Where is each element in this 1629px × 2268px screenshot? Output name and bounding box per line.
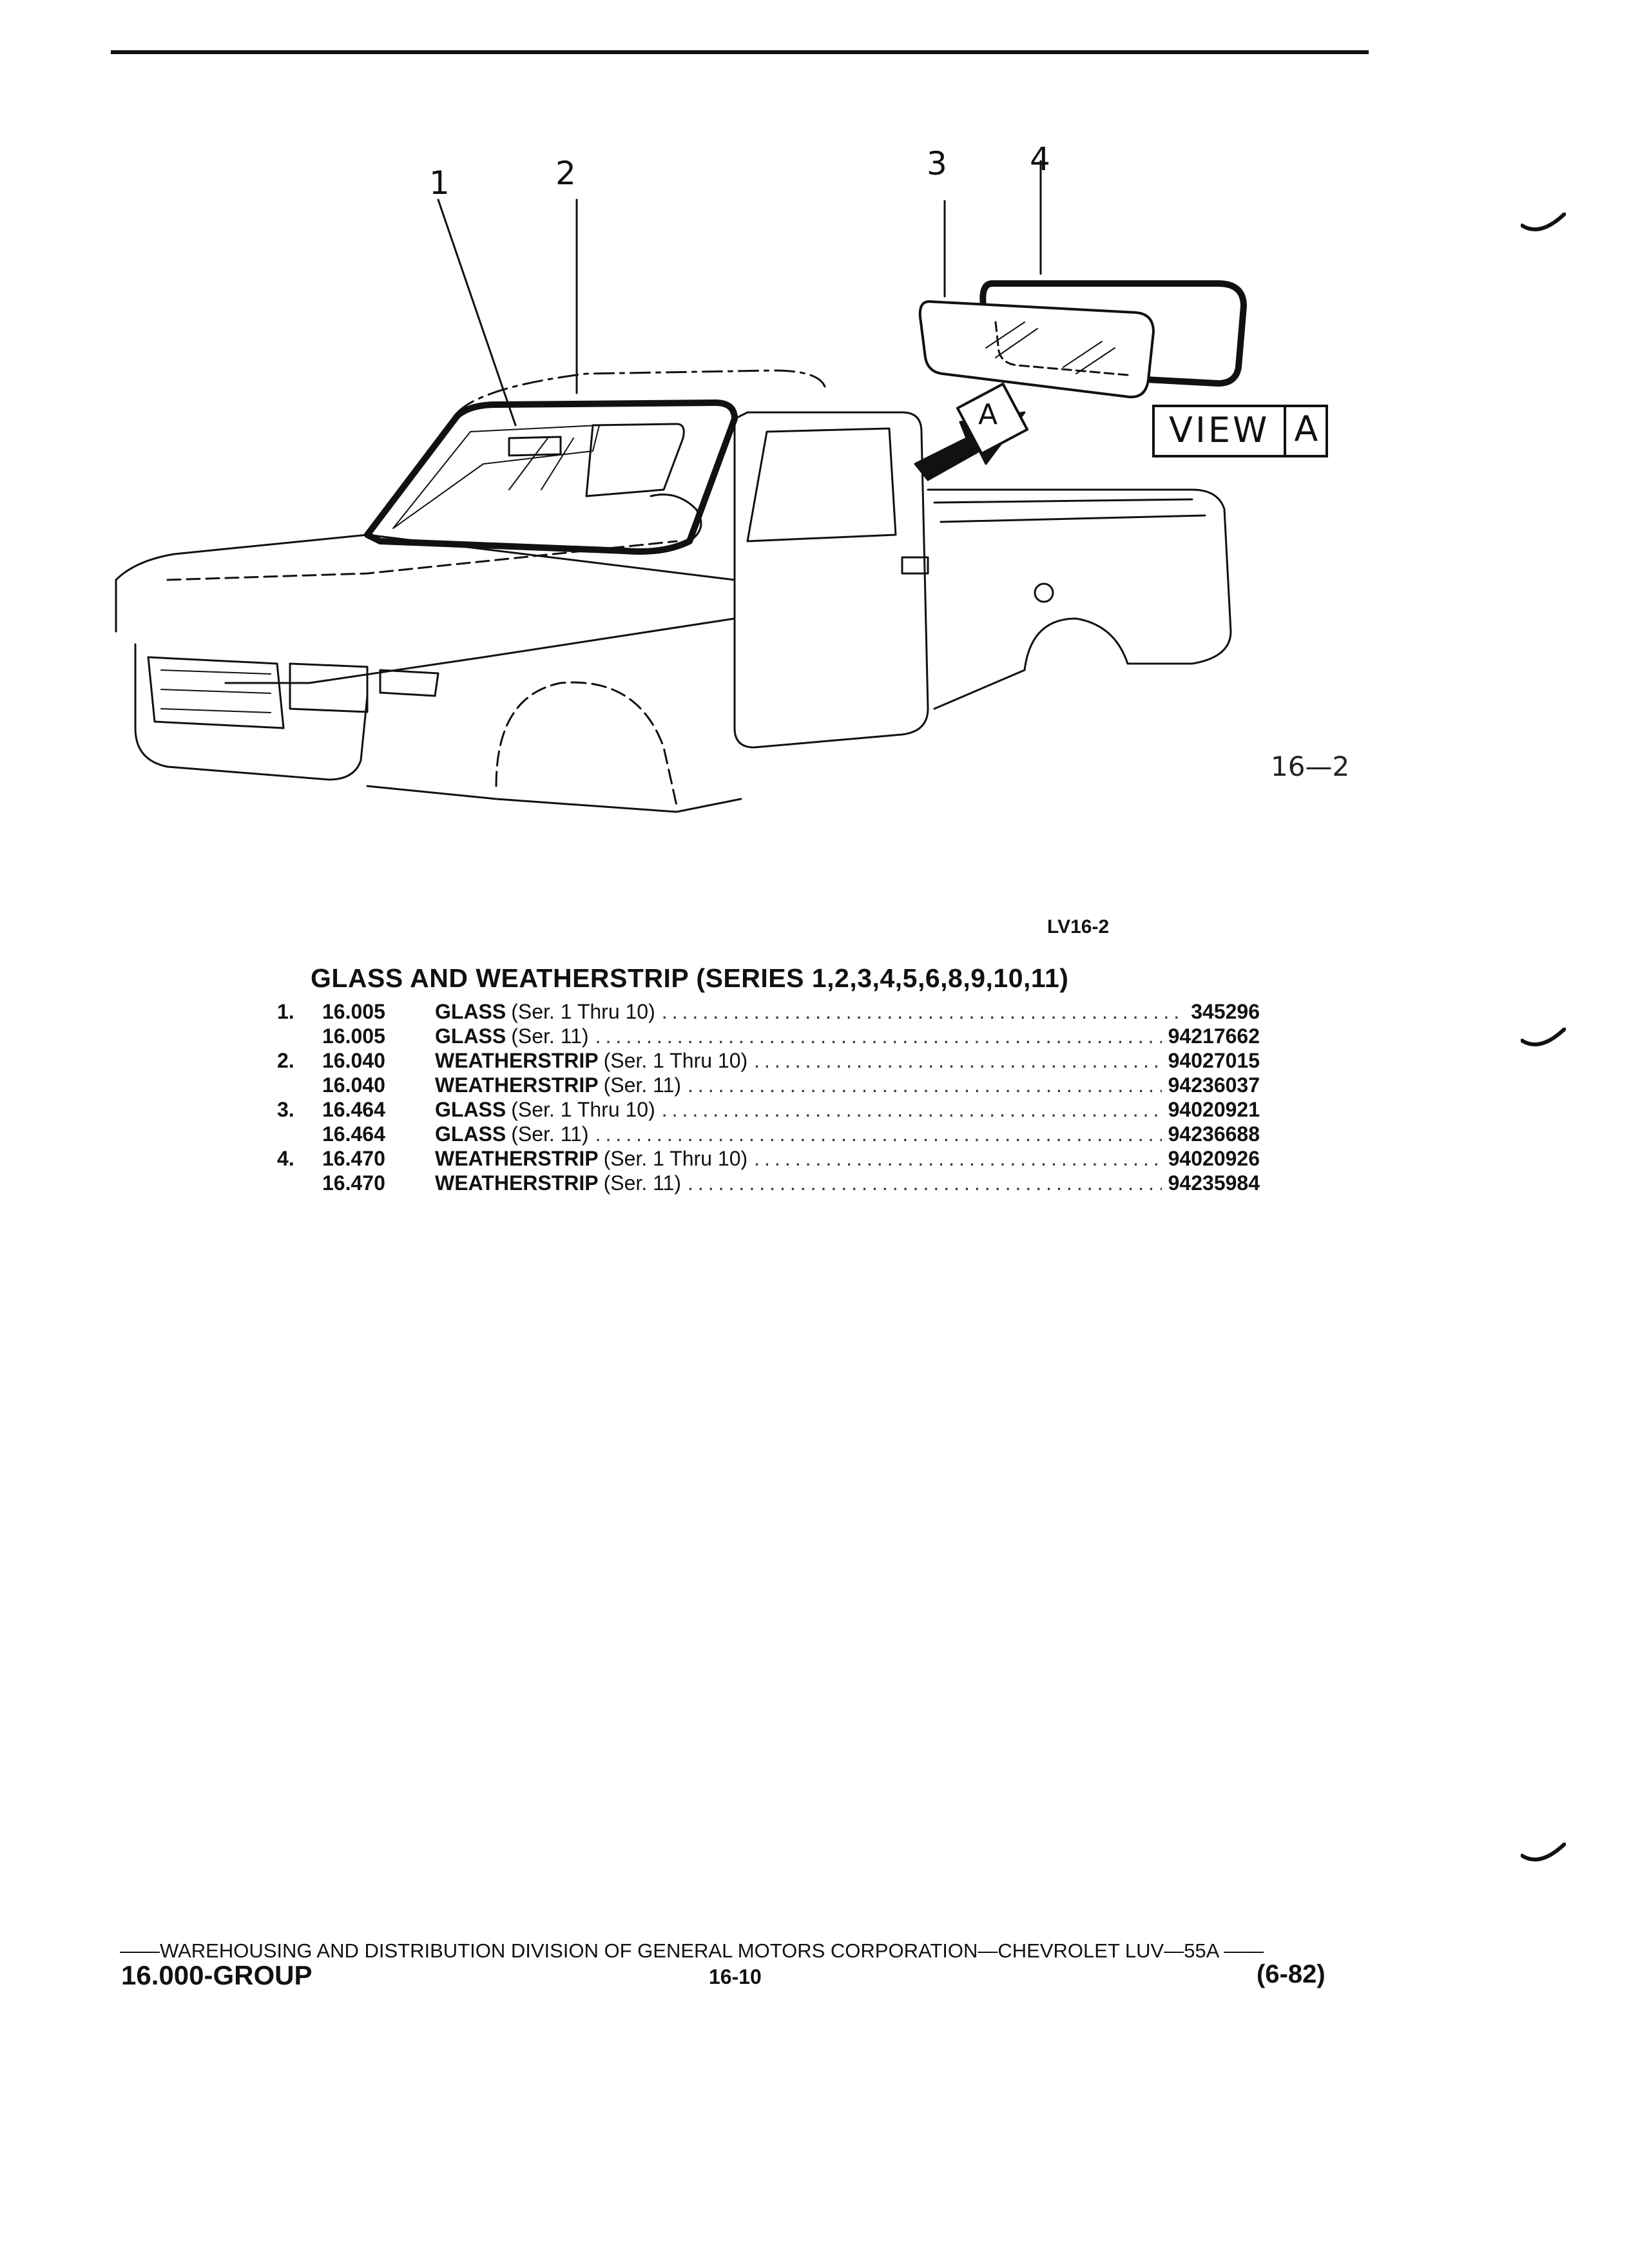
dot-leader [688, 1171, 1162, 1195]
part-number: 94020921 [1168, 1098, 1260, 1121]
binder-mark-icon [1521, 1028, 1566, 1053]
group-code: 16.464 [322, 1122, 385, 1146]
parts-row [277, 1000, 1260, 1024]
part-number: 94236037 [1168, 1073, 1260, 1097]
part-number: 94236688 [1168, 1122, 1260, 1146]
part-description [435, 1024, 1260, 1048]
part-number: 345296 [1191, 1000, 1260, 1023]
part-name: WEATHERSTRIP [435, 1171, 599, 1195]
parts-row [277, 1122, 1260, 1147]
part-series: (Ser. 11) [511, 1024, 589, 1048]
part-number: 94217662 [1168, 1024, 1260, 1048]
group-code: 16.040 [322, 1049, 385, 1072]
part-series: (Ser. 11) [603, 1171, 681, 1195]
view-label-letter: A [1284, 407, 1325, 455]
group-code: 16.464 [322, 1098, 385, 1121]
parts-row [277, 1147, 1260, 1171]
grille-slats [161, 670, 271, 713]
rear-view-mirror [509, 437, 561, 456]
back-window [586, 424, 684, 496]
part-name: GLASS [435, 1098, 506, 1121]
part-series: (Ser. 1 Thru 10) [603, 1049, 748, 1072]
dot-leader [662, 1000, 1184, 1024]
windshield-glass [393, 425, 599, 528]
part-name: WEATHERSTRIP [435, 1147, 599, 1170]
view-label-text: VIEW [1169, 410, 1270, 450]
part-name: WEATHERSTRIP [435, 1049, 599, 1072]
binder-mark-icon [1521, 213, 1566, 238]
footer-publisher-line: ——WAREHOUSING AND DISTRIBUTION DIVISION OF GENERAL MOTORS CORPORATION—CHEVROLET LUV—55A —— [120, 1939, 1264, 1962]
callout-1: 1 [429, 164, 450, 202]
part-description [435, 1147, 1260, 1171]
side-marker-light [380, 670, 438, 696]
figure-id: 16—2 [1271, 751, 1350, 782]
part-name: GLASS [435, 1024, 506, 1048]
footer-date: (6-82) [1257, 1960, 1325, 1988]
parts-row [277, 1049, 1260, 1073]
part-number: 94027015 [1168, 1049, 1260, 1072]
part-description [435, 1073, 1260, 1097]
part-number: 94235984 [1168, 1171, 1260, 1195]
dot-leader [754, 1049, 1161, 1073]
item-number: 1. [277, 1000, 294, 1023]
view-arrow-letter: A [978, 398, 998, 431]
dot-leader [688, 1073, 1162, 1097]
part-series: (Ser. 11) [603, 1073, 681, 1097]
part-name: GLASS [435, 1122, 506, 1146]
callout-2: 2 [555, 155, 576, 192]
part-name: GLASS [435, 1000, 506, 1023]
part-description [435, 1049, 1260, 1073]
group-code: 16.470 [322, 1171, 385, 1195]
door-window [747, 428, 896, 541]
parts-row [277, 1024, 1260, 1049]
dot-leader [595, 1024, 1162, 1048]
part-series: (Ser. 11) [511, 1122, 589, 1146]
group-code: 16.040 [322, 1073, 385, 1097]
reference-code: LV16-2 [1047, 916, 1110, 937]
item-number: 4. [277, 1147, 294, 1170]
truck-illustration [97, 129, 1385, 870]
item-number: 3. [277, 1098, 294, 1121]
part-name: WEATHERSTRIP [435, 1073, 599, 1097]
footer-group: 16.000-GROUP [121, 1960, 313, 1990]
top-rule [111, 50, 1369, 54]
front-wheel-arch [496, 682, 677, 805]
bed-side [928, 490, 1231, 709]
headlight [290, 664, 367, 712]
parts-rows [277, 1000, 1260, 1196]
bed-rail [934, 499, 1205, 522]
rocker-panel [367, 786, 741, 812]
dot-leader [595, 1122, 1162, 1146]
part-description [435, 1098, 1260, 1122]
group-code: 16.005 [322, 1000, 385, 1023]
part-description [435, 1122, 1260, 1146]
group-code: 16.470 [322, 1147, 385, 1170]
callout-3: 3 [927, 145, 947, 182]
item-number: 2. [277, 1049, 294, 1072]
part-series: (Ser. 1 Thru 10) [603, 1147, 748, 1170]
door-outline [735, 412, 928, 747]
parts-list [277, 963, 1260, 1196]
callout-4: 4 [1030, 140, 1050, 178]
view-label [1152, 405, 1328, 457]
part-description [435, 1000, 1260, 1024]
parts-row [277, 1098, 1260, 1122]
group-code: 16.005 [322, 1024, 385, 1048]
footer-page-number: 16-10 [709, 1965, 762, 1988]
dot-leader [662, 1098, 1162, 1122]
binder-mark-icon [1521, 1843, 1566, 1869]
rear-glass [920, 302, 1153, 397]
parts-list-title: GLASS AND WEATHERSTRIP (SERIES 1,2,3,4,5,6,8,9,10,11) [311, 963, 1069, 993]
part-series: (Ser. 1 Thru 10) [511, 1000, 655, 1023]
part-number: 94020926 [1168, 1147, 1260, 1170]
part-series: (Ser. 1 Thru 10) [511, 1098, 655, 1121]
fuel-cap [1035, 584, 1053, 602]
leader-line-1 [438, 200, 516, 425]
parts-row [277, 1171, 1260, 1196]
parts-row [277, 1073, 1260, 1098]
part-description [435, 1171, 1260, 1195]
dot-leader [754, 1147, 1161, 1171]
